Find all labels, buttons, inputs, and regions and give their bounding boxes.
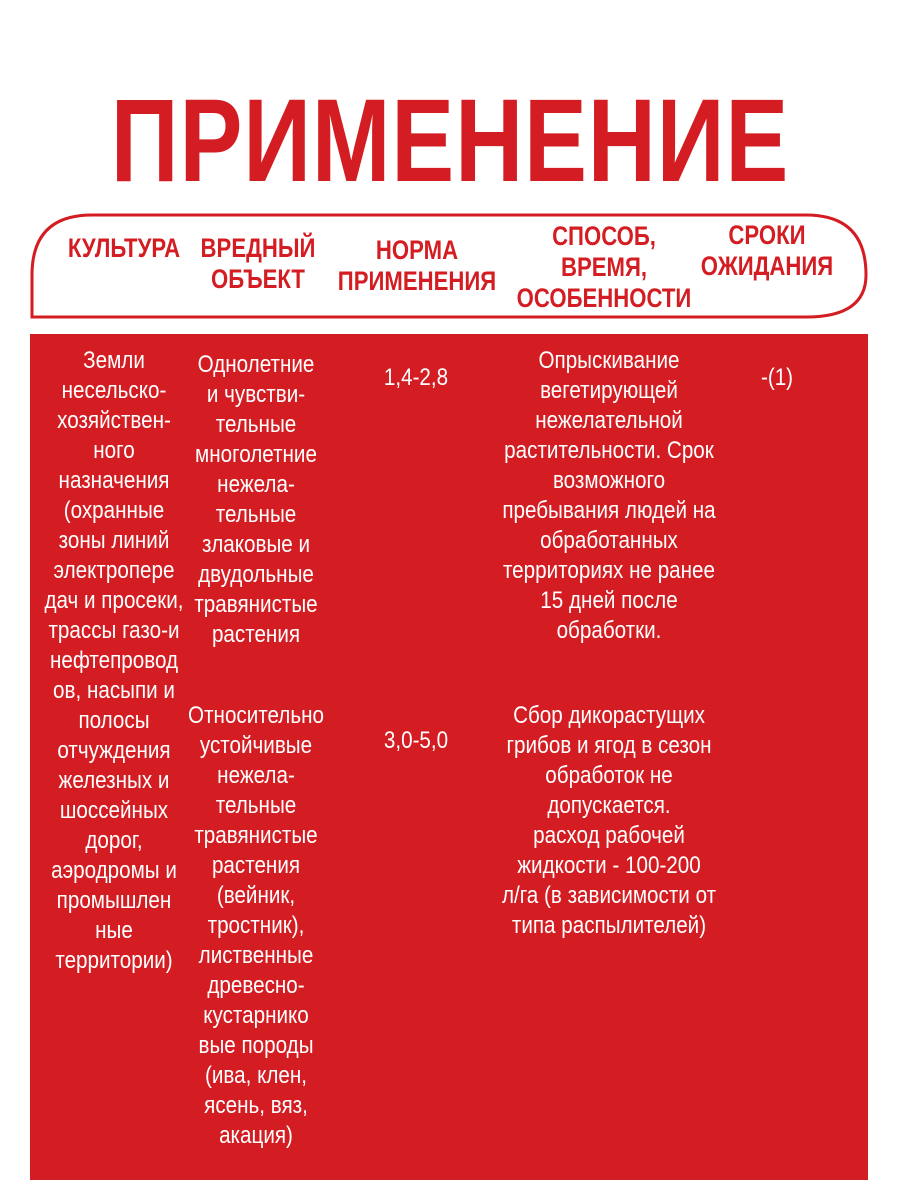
cell-rate-row1: 1,4-2,8	[383, 364, 449, 391]
header-pest: ВРЕДНЫЙ ОБЪЕКТ	[200, 233, 316, 294]
cell-culture: Земли несельско- хозяйствен- ного назначения (охранные зоны линий электропере дач и просеки, трассы газо-и нефтепровод ов, насыпи и полосы отчуждения железных и шоссейных дорог, аэродромы и промышлен ные территории)	[44, 347, 184, 974]
page-title: ПРИМЕНЕНИЕ	[110, 75, 790, 207]
table-body	[30, 334, 868, 1180]
header-culture: КУЛЬТУРА	[67, 233, 181, 263]
table-header	[30, 213, 868, 319]
cell-pest-row2: Относительно устойчивые нежела- тельные травянистые растения (вейник, тростник), лиственные древесно- кустарнико вые породы (ива, клен, ясень, вяз, акация)	[188, 702, 324, 1149]
cell-method-row1: Опрыскивание вегетирующей нежелательной растительности. Срок возможного пребывания людей на обработанных территориях не ранее 15 дней после обработки.	[502, 347, 716, 644]
header-waiting: СРОКИ ОЖИДАНИЯ	[700, 220, 834, 281]
cell-waiting-row1: -(1)	[760, 364, 794, 391]
cell-rate-row2: 3,0-5,0	[383, 727, 449, 754]
header-rate: НОРМА ПРИМЕНЕНИЯ	[337, 235, 497, 296]
cell-pest-row1: Однолетние и чувстви- тельные многолетние нежела- тельные злаковые и двудольные травянистые растения	[194, 351, 318, 648]
header-method: СПОСОБ, ВРЕМЯ, ОСОБЕННОСТИ	[516, 221, 692, 313]
cell-method-row2: Сбор дикорастущих грибов и ягод в сезон обработок не допускается. расход рабочей жидкости - 100-200 л/га (в зависимости от типа распылителей)	[501, 702, 717, 939]
